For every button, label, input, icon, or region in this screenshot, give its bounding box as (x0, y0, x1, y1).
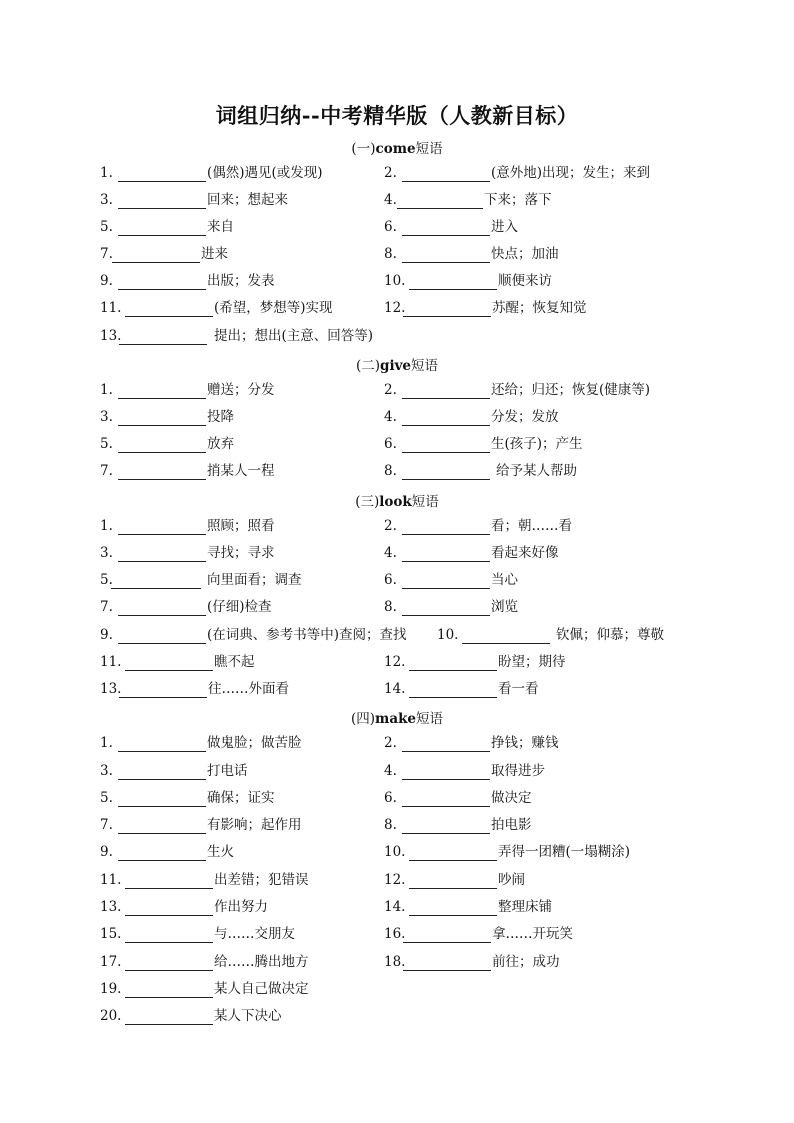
item-meaning: 照顾；照看 (207, 518, 275, 534)
item-number: 13. (100, 328, 122, 344)
make-item-17 (100, 953, 309, 971)
item-number: 7. (100, 817, 113, 833)
section-title-come (0, 137, 794, 157)
item-number: 7. (100, 599, 113, 615)
section-title-look (0, 490, 794, 510)
item-meaning: 当心 (491, 572, 518, 588)
section-word: give (380, 358, 412, 374)
answer-blank[interactable] (118, 411, 206, 426)
item-meaning: 做鬼脸；做苦脸 (207, 735, 302, 751)
item-meaning: 捎某人一程 (207, 463, 275, 479)
come-item-1 (100, 164, 323, 182)
item-number: 4. (384, 545, 397, 561)
come-item-7 (100, 245, 228, 263)
item-number: 2. (384, 735, 397, 751)
answer-blank[interactable] (118, 846, 206, 861)
answer-blank[interactable] (409, 683, 497, 698)
item-meaning: 回来；想起来 (207, 192, 288, 208)
answer-blank[interactable] (402, 221, 490, 236)
item-number: 10. (437, 627, 459, 643)
item-meaning: 瞧不起 (214, 654, 255, 670)
item-number: 2. (384, 165, 397, 181)
item-meaning: 出差错；犯错误 (214, 872, 309, 888)
come-item-6 (384, 218, 518, 236)
make-item-11 (100, 871, 309, 889)
answer-blank[interactable] (118, 765, 206, 780)
item-number: 18. (384, 954, 406, 970)
section-suffix: 短语 (411, 494, 439, 510)
make-item-15 (100, 925, 295, 943)
item-number: 14. (384, 899, 406, 915)
item-number: 8. (384, 246, 397, 262)
item-number: 5. (100, 572, 113, 588)
item-meaning: 往……外面看 (208, 681, 289, 697)
answer-blank[interactable] (112, 248, 200, 263)
item-meaning: 整理床铺 (498, 899, 552, 915)
answer-blank[interactable] (125, 1010, 213, 1025)
come-item-13 (100, 327, 373, 345)
look-item-10 (437, 626, 664, 644)
item-number: 8. (384, 817, 397, 833)
come-item-12 (384, 299, 587, 317)
answer-blank[interactable] (402, 438, 490, 453)
item-meaning: 做决定 (491, 790, 532, 806)
item-meaning: 打电话 (207, 763, 248, 779)
section-suffix: 短语 (411, 358, 439, 374)
section-prefix: (一) (351, 141, 376, 157)
answer-blank[interactable] (462, 629, 550, 644)
item-meaning: 赠送；分发 (207, 382, 275, 398)
answer-blank[interactable] (402, 248, 490, 263)
answer-blank[interactable] (118, 384, 206, 399)
item-number: 4. (384, 192, 397, 208)
answer-blank[interactable] (402, 819, 490, 834)
answer-blank[interactable] (403, 956, 491, 971)
come-item-5 (100, 218, 234, 236)
item-number: 17. (100, 954, 122, 970)
item-number: 11. (100, 654, 122, 670)
answer-blank[interactable] (118, 520, 206, 535)
item-meaning: 还给；归还；恢复(健康等) (491, 382, 651, 398)
make-item-8 (384, 816, 532, 834)
item-meaning: 进来 (201, 246, 228, 262)
make-item-3 (100, 762, 248, 780)
item-meaning: 生(孩子)；产生 (491, 436, 583, 452)
answer-blank[interactable] (403, 302, 491, 317)
answer-blank[interactable] (118, 792, 206, 807)
make-item-10 (384, 843, 630, 861)
item-number: 10. (384, 273, 406, 289)
item-meaning: 某人下决心 (214, 1008, 282, 1024)
item-meaning: 向里面看；调查 (207, 572, 302, 588)
answer-blank[interactable] (118, 275, 206, 290)
item-number: 7. (100, 246, 113, 262)
answer-blank[interactable] (402, 167, 490, 182)
item-number: 5. (100, 436, 113, 452)
give-item-3 (100, 408, 234, 426)
answer-blank[interactable] (125, 901, 213, 916)
look-item-11 (100, 653, 255, 671)
answer-blank[interactable] (402, 384, 490, 399)
item-number: 5. (100, 219, 113, 235)
answer-blank[interactable] (118, 194, 206, 209)
item-number: 3. (100, 763, 113, 779)
item-number: 2. (384, 518, 397, 534)
item-number: 1. (100, 518, 113, 534)
item-number: 10. (384, 844, 406, 860)
answer-blank[interactable] (118, 547, 206, 562)
make-item-12 (384, 871, 525, 889)
look-item-13 (100, 680, 289, 698)
item-number: 3. (100, 192, 113, 208)
item-meaning: 钦佩；仰慕；尊敬 (556, 627, 664, 643)
answer-blank[interactable] (402, 520, 490, 535)
answer-blank[interactable] (118, 629, 206, 644)
item-number: 5. (100, 790, 113, 806)
item-meaning: 给予某人帮助 (496, 463, 577, 479)
make-item-20 (100, 1007, 282, 1025)
give-item-1 (100, 381, 275, 399)
answer-blank[interactable] (402, 547, 490, 562)
item-meaning: 看；朝……看 (491, 518, 572, 534)
answer-blank[interactable] (119, 330, 207, 345)
answer-blank[interactable] (118, 737, 206, 752)
item-meaning: 盼望；期待 (498, 654, 566, 670)
answer-blank[interactable] (125, 928, 213, 943)
item-number: 20. (100, 1008, 122, 1024)
make-item-16 (384, 925, 573, 943)
make-item-5 (100, 789, 275, 807)
answer-blank[interactable] (125, 956, 213, 971)
make-item-18 (384, 953, 560, 971)
make-item-13 (100, 898, 268, 916)
item-number: 2. (384, 382, 397, 398)
answer-blank[interactable] (118, 465, 206, 480)
item-meaning: 放弃 (207, 436, 234, 452)
answer-blank[interactable] (118, 601, 206, 616)
answer-blank[interactable] (402, 765, 490, 780)
answer-blank[interactable] (119, 683, 207, 698)
item-meaning: 浏览 (491, 599, 518, 615)
come-item-3 (100, 191, 288, 209)
answer-blank[interactable] (402, 792, 490, 807)
answer-blank[interactable] (409, 874, 497, 889)
look-item-8 (384, 598, 518, 616)
item-number: 6. (384, 436, 397, 452)
look-item-2 (384, 517, 572, 535)
answer-blank[interactable] (118, 819, 206, 834)
item-number: 4. (384, 409, 397, 425)
item-number: 13. (100, 899, 122, 915)
item-number: 9. (100, 273, 113, 289)
answer-blank[interactable] (402, 411, 490, 426)
item-number: 6. (384, 219, 397, 235)
look-item-9 (100, 626, 407, 644)
section-title-make (0, 707, 794, 727)
make-item-14 (384, 898, 552, 916)
section-title-give (0, 354, 794, 374)
answer-blank[interactable] (402, 465, 490, 480)
come-item-8 (384, 245, 559, 263)
item-number: 12. (384, 654, 406, 670)
look-item-3 (100, 544, 275, 562)
item-meaning: 给……腾出地方 (214, 954, 309, 970)
item-meaning: 提出；想出(主意、回答等) (214, 328, 374, 344)
item-number: 1. (100, 382, 113, 398)
give-item-4 (384, 408, 559, 426)
item-meaning: 拿……开玩笑 (492, 926, 573, 942)
item-number: 13. (100, 681, 122, 697)
item-number: 14. (384, 681, 406, 697)
item-meaning: 挣钱；赚钱 (491, 735, 559, 751)
section-prefix: (三) (355, 494, 380, 510)
item-meaning: 顺便来访 (498, 273, 552, 289)
item-number: 7. (100, 463, 113, 479)
item-number: 8. (384, 599, 397, 615)
item-number: 11. (100, 872, 122, 888)
make-item-1 (100, 734, 302, 752)
come-item-2 (384, 164, 650, 182)
item-meaning: (偶然)遇见(或发现) (207, 165, 323, 181)
item-meaning: 寻找；寻求 (207, 545, 275, 561)
item-number: 1. (100, 165, 113, 181)
item-number: 3. (100, 409, 113, 425)
item-meaning: 取得进步 (491, 763, 545, 779)
make-item-6 (384, 789, 532, 807)
item-number: 9. (100, 844, 113, 860)
section-word: come (375, 141, 416, 157)
answer-blank[interactable] (402, 737, 490, 752)
look-item-14 (384, 680, 539, 698)
give-item-8 (384, 462, 577, 480)
item-meaning: (希望，梦想等)实现 (214, 300, 333, 316)
look-item-7 (100, 598, 272, 616)
item-meaning: 进入 (491, 219, 518, 235)
item-number: 3. (100, 545, 113, 561)
answer-blank[interactable] (402, 574, 490, 589)
come-item-10 (384, 272, 552, 290)
give-item-6 (384, 435, 583, 453)
give-item-7 (100, 462, 275, 480)
page-title: 词组归纳--中考精华版（人教新目标） (215, 103, 579, 128)
item-meaning: 来自 (207, 219, 234, 235)
item-number: 15. (100, 926, 122, 942)
look-item-6 (384, 571, 518, 589)
item-meaning: 与……交朋友 (214, 926, 295, 942)
item-number: 16. (384, 926, 406, 942)
make-item-9 (100, 843, 234, 861)
come-item-9 (100, 272, 275, 290)
item-number: 6. (384, 790, 397, 806)
section-word: make (375, 711, 417, 727)
item-meaning: 有影响；起作用 (207, 817, 302, 833)
item-meaning: (意外地)出现；发生；来到 (491, 165, 651, 181)
answer-blank[interactable] (409, 275, 497, 290)
answer-blank[interactable] (409, 656, 497, 671)
item-meaning: (在词典、参考书等中)查阅；查找 (207, 627, 407, 643)
answer-blank[interactable] (409, 901, 497, 916)
item-number: 6. (384, 572, 397, 588)
make-item-4 (384, 762, 545, 780)
answer-blank[interactable] (118, 167, 206, 182)
item-meaning: 作出努力 (214, 899, 268, 915)
item-number: 4. (384, 763, 397, 779)
look-item-4 (384, 544, 559, 562)
answer-blank[interactable] (125, 874, 213, 889)
answer-blank[interactable] (125, 302, 213, 317)
make-item-19 (100, 980, 309, 998)
look-item-1 (100, 517, 275, 535)
make-item-2 (384, 734, 559, 752)
answer-blank[interactable] (118, 438, 206, 453)
answer-blank[interactable] (125, 656, 213, 671)
item-number: 1. (100, 735, 113, 751)
give-item-5 (100, 435, 234, 453)
item-meaning: 确保；证实 (207, 790, 275, 806)
item-number: 19. (100, 981, 122, 997)
item-meaning: 生火 (207, 844, 234, 860)
item-number: 8. (384, 463, 397, 479)
section-suffix: 短语 (415, 141, 443, 157)
section-prefix: (二) (355, 358, 381, 374)
item-meaning: 看起来好像 (491, 545, 559, 561)
item-meaning: 快点；加油 (491, 246, 559, 262)
item-meaning: 前往；成功 (492, 954, 560, 970)
section-word: look (379, 494, 412, 510)
give-item-2 (384, 381, 650, 399)
item-meaning: 拍电影 (491, 817, 532, 833)
item-number: 9. (100, 627, 113, 643)
come-item-11 (100, 299, 333, 317)
answer-blank[interactable] (125, 983, 213, 998)
item-meaning: 出版；发表 (207, 273, 275, 289)
answer-blank[interactable] (402, 601, 490, 616)
answer-blank[interactable] (397, 194, 483, 209)
come-item-4 (384, 191, 552, 209)
item-number: 11. (100, 300, 122, 316)
answer-blank[interactable] (409, 846, 497, 861)
make-item-7 (100, 816, 302, 834)
look-item-12 (384, 653, 566, 671)
section-suffix: 短语 (416, 711, 444, 727)
item-meaning: 下来；落下 (484, 192, 552, 208)
item-meaning: 投降 (207, 409, 234, 425)
item-meaning: 分发；发放 (491, 409, 559, 425)
section-prefix: (四) (350, 711, 376, 727)
answer-blank[interactable] (403, 928, 491, 943)
item-number: 12. (384, 872, 406, 888)
item-number: 12. (384, 300, 406, 316)
look-item-5 (100, 571, 302, 589)
answer-blank[interactable] (118, 221, 206, 236)
item-meaning: 看一看 (498, 681, 539, 697)
item-meaning: 苏醒；恢复知觉 (492, 300, 587, 316)
answer-blank[interactable] (111, 574, 201, 589)
item-meaning: 弄得一团糟(一塌糊涂) (498, 844, 631, 860)
item-meaning: 吵闹 (498, 872, 525, 888)
item-meaning: (仔细)检查 (207, 599, 272, 615)
item-meaning: 某人自己做决定 (214, 981, 309, 997)
